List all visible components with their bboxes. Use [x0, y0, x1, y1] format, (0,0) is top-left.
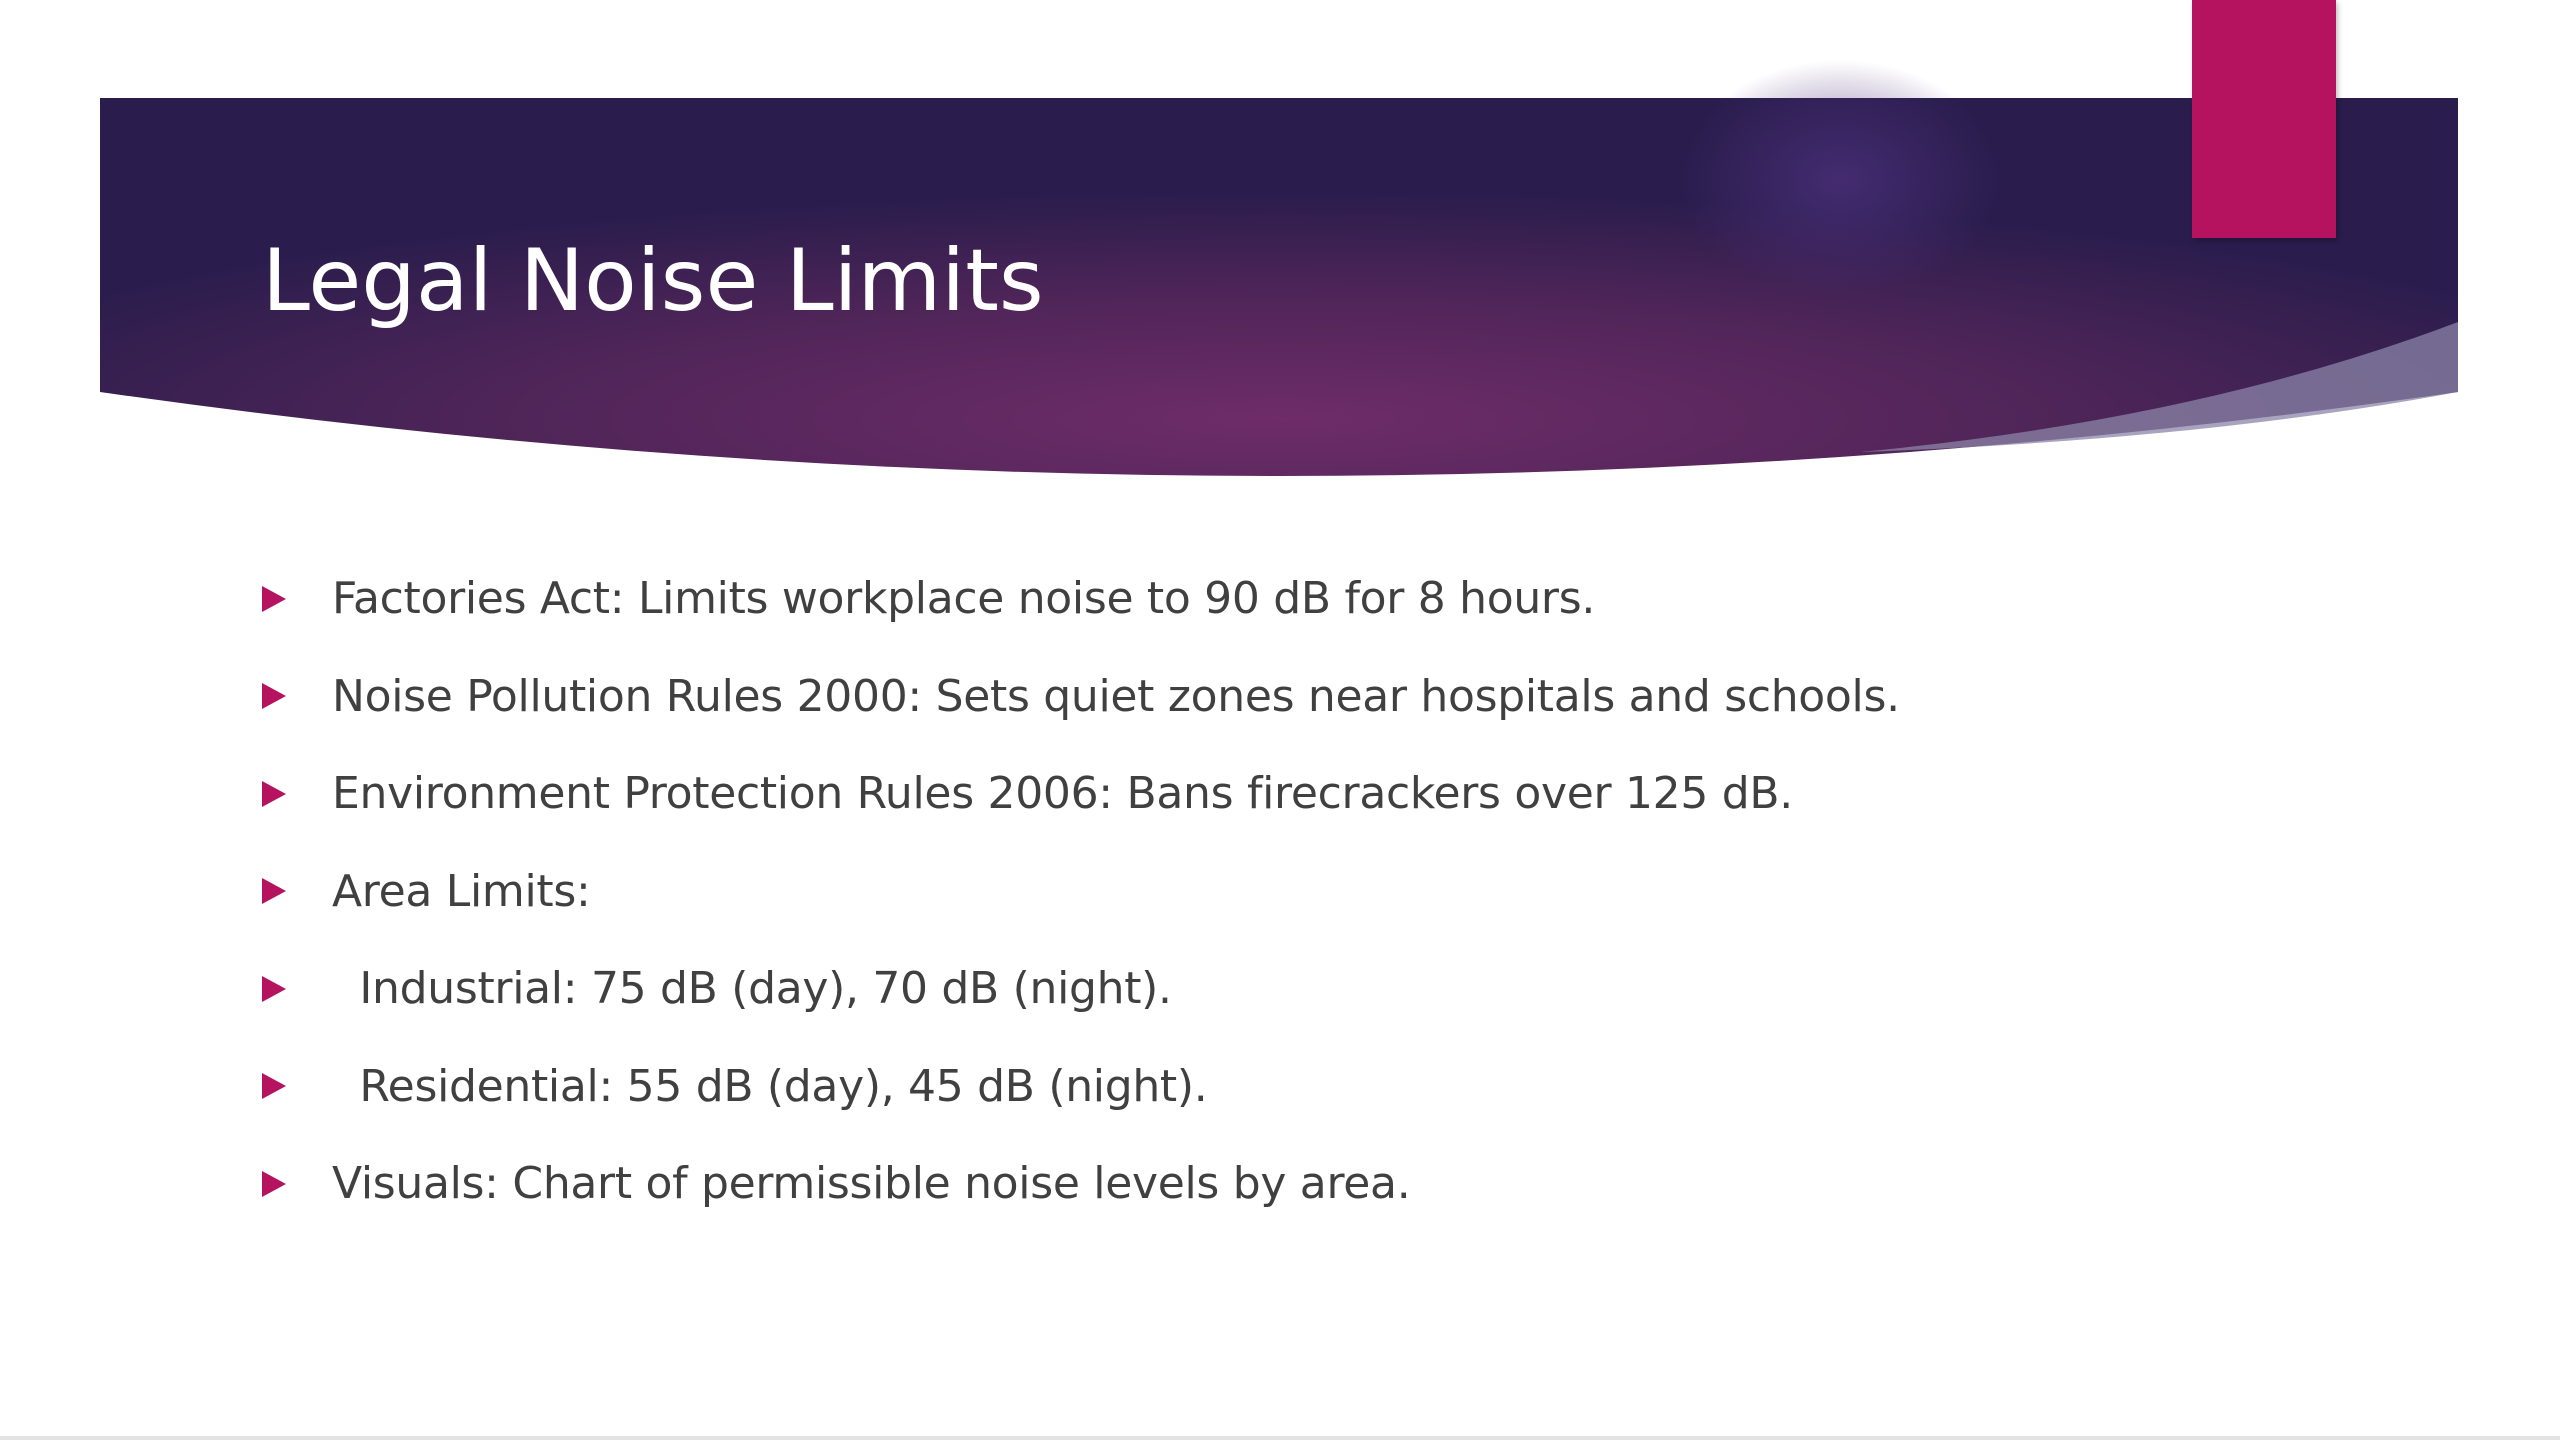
- bullet-text: Residential: 55 dB (day), 45 dB (night).: [332, 1060, 1208, 1112]
- bottom-divider: [0, 1436, 2560, 1440]
- triangle-right-icon: [262, 976, 286, 1002]
- banner-highlight: [1680, 60, 2000, 300]
- list-item: [262, 648, 1900, 746]
- bullet-list: [262, 550, 1900, 1233]
- triangle-right-icon: [262, 586, 286, 612]
- bullet-text: Visuals: Chart of permissible noise levels by area.: [332, 1158, 1411, 1210]
- triangle-right-icon: [262, 781, 286, 807]
- list-item: [262, 550, 1900, 648]
- bullet-text: Environment Protection Rules 2006: Bans firecrackers over 125 dB.: [332, 768, 1793, 820]
- accent-tab: [2192, 0, 2336, 238]
- bullet-text: Area Limits:: [332, 865, 591, 917]
- list-item: [262, 1135, 1900, 1233]
- triangle-right-icon: [262, 1171, 286, 1197]
- list-item: [262, 843, 1900, 941]
- bullet-text: Noise Pollution Rules 2000: Sets quiet zones near hospitals and schools.: [332, 670, 1900, 722]
- slide-title: Legal Noise Limits: [262, 231, 1044, 331]
- list-item: [262, 940, 1900, 1038]
- triangle-right-icon: [262, 683, 286, 709]
- list-item: [262, 745, 1900, 843]
- bullet-text: Factories Act: Limits workplace noise to 90 dB for 8 hours.: [332, 573, 1596, 625]
- triangle-right-icon: [262, 878, 286, 904]
- list-item: [262, 1038, 1900, 1136]
- bullet-text: Industrial: 75 dB (day), 70 dB (night).: [332, 963, 1172, 1015]
- triangle-right-icon: [262, 1073, 286, 1099]
